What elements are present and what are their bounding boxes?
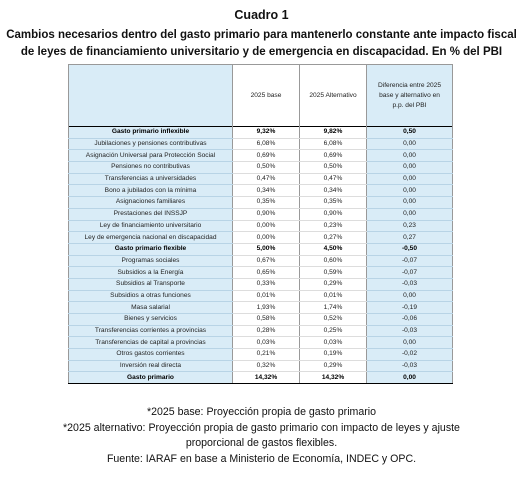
row-value-2025-base: 5,00% xyxy=(233,243,300,255)
row-label: Subsidios a la Energía xyxy=(69,267,233,279)
table-title-line-2: de leyes de financiamiento universitario y de emergencia en discapacidad. En % del PBI xyxy=(20,46,503,58)
row-value-2025-base: 6,08% xyxy=(233,138,300,150)
table-row xyxy=(69,278,453,290)
row-label: Ley de financiamiento universitario xyxy=(69,220,233,232)
table-caption-label: Cuadro 1 xyxy=(234,8,289,22)
row-value-diferencia: 0,00 xyxy=(367,372,453,384)
table-row xyxy=(69,232,453,244)
row-label: Ley de emergencia nacional en discapacidad xyxy=(69,232,233,244)
note-alternativo-line-1: *2025 alternativo: Proyección propia de gasto primario con impacto de leyes y ajuste xyxy=(63,421,460,434)
row-value-2025-alternativo: 0,19% xyxy=(300,349,367,361)
row-label: Bono a jubilados con la mínima xyxy=(69,185,233,197)
table-row xyxy=(69,220,453,232)
row-value-2025-base: 0,65% xyxy=(233,267,300,279)
table-row xyxy=(69,243,453,255)
table-title-line-1: Cambios necesarios dentro del gasto primario para mantenerlo constante ante impacto fiscal xyxy=(6,29,517,41)
header-diferencia: Diferencia entre 2025 base y alternativo en p.p. del PBI xyxy=(367,65,453,127)
row-value-diferencia: 0,50 xyxy=(367,127,453,139)
row-value-diferencia: -0,07 xyxy=(367,255,453,267)
row-value-2025-alternativo: 0,50% xyxy=(300,162,367,174)
row-value-2025-base: 0,03% xyxy=(233,337,300,349)
row-value-2025-alternativo: 0,69% xyxy=(300,150,367,162)
table-body xyxy=(69,127,453,384)
row-value-2025-alternativo: 0,60% xyxy=(300,255,367,267)
row-value-diferencia: -0,07 xyxy=(367,267,453,279)
row-value-2025-base: 14,32% xyxy=(233,372,300,384)
row-value-diferencia: 0,23 xyxy=(367,220,453,232)
row-label: Gasto primario xyxy=(69,372,233,384)
table-row xyxy=(69,185,453,197)
table-row xyxy=(69,290,453,302)
row-value-2025-alternativo: 0,25% xyxy=(300,325,367,337)
row-value-2025-base: 9,32% xyxy=(233,127,300,139)
row-value-2025-alternativo: 1,74% xyxy=(300,302,367,314)
table-row xyxy=(69,314,453,326)
row-value-2025-alternativo: 0,90% xyxy=(300,208,367,220)
row-value-2025-base: 0,00% xyxy=(233,232,300,244)
row-value-2025-base: 0,28% xyxy=(233,325,300,337)
table-row xyxy=(69,208,453,220)
row-value-diferencia: 0,00 xyxy=(367,150,453,162)
row-value-2025-base: 0,69% xyxy=(233,150,300,162)
row-label: Transferencias de capital a provincias xyxy=(69,337,233,349)
row-label: Otros gastos corrientes xyxy=(69,349,233,361)
row-value-2025-alternativo: 0,35% xyxy=(300,197,367,209)
table-row xyxy=(69,255,453,267)
table-row xyxy=(69,360,453,372)
row-value-diferencia: 0,00 xyxy=(367,185,453,197)
row-value-diferencia: 0,00 xyxy=(367,173,453,185)
table-row xyxy=(69,173,453,185)
row-value-diferencia: -0,03 xyxy=(367,360,453,372)
row-value-2025-base: 0,35% xyxy=(233,197,300,209)
row-label: Programas sociales xyxy=(69,255,233,267)
row-value-2025-alternativo: 0,03% xyxy=(300,337,367,349)
table-row xyxy=(69,349,453,361)
row-value-2025-base: 0,33% xyxy=(233,278,300,290)
row-value-diferencia: 0,00 xyxy=(367,337,453,349)
row-label: Gasto primario flexible xyxy=(69,243,233,255)
row-value-diferencia: -0,03 xyxy=(367,278,453,290)
row-value-2025-alternativo: 0,01% xyxy=(300,290,367,302)
row-value-2025-base: 1,93% xyxy=(233,302,300,314)
row-value-diferencia: -0,06 xyxy=(367,314,453,326)
row-label: Transferencias corrientes a provincias xyxy=(69,325,233,337)
row-label: Bienes y servicios xyxy=(69,314,233,326)
row-value-2025-alternativo: 9,82% xyxy=(300,127,367,139)
row-label: Subsidios a otras funciones xyxy=(69,290,233,302)
row-value-diferencia: 0,00 xyxy=(367,208,453,220)
spending-table xyxy=(68,64,453,384)
row-value-diferencia: 0,00 xyxy=(367,138,453,150)
table-row xyxy=(69,372,453,384)
header-2025-base: 2025 base xyxy=(233,65,300,127)
row-value-2025-alternativo: 0,34% xyxy=(300,185,367,197)
table-row xyxy=(69,150,453,162)
row-value-2025-alternativo: 0,59% xyxy=(300,267,367,279)
note-base: *2025 base: Proyección propia de gasto primario xyxy=(146,406,377,418)
row-value-diferencia: -0,50 xyxy=(367,243,453,255)
row-label: Gasto primario inflexible xyxy=(69,127,233,139)
row-value-2025-base: 0,90% xyxy=(233,208,300,220)
note-alternativo-line-2: proporcional de gastos flexibles. xyxy=(185,437,338,449)
row-value-2025-base: 0,32% xyxy=(233,360,300,372)
table-header-row xyxy=(69,65,453,127)
row-value-2025-base: 0,47% xyxy=(233,173,300,185)
row-label: Asignación Universal para Protección Social xyxy=(69,150,233,162)
row-label: Prestaciones del INSSJP xyxy=(69,208,233,220)
row-label: Subsidios al Transporte xyxy=(69,278,233,290)
row-value-diferencia: 0,00 xyxy=(367,290,453,302)
row-label: Asignaciones familiares xyxy=(69,197,233,209)
row-value-diferencia: -0,19 xyxy=(367,302,453,314)
row-value-2025-alternativo: 4,50% xyxy=(300,243,367,255)
row-label: Inversión real directa xyxy=(69,360,233,372)
row-value-2025-base: 0,00% xyxy=(233,220,300,232)
row-value-2025-alternativo: 0,52% xyxy=(300,314,367,326)
table-row xyxy=(69,267,453,279)
table-row xyxy=(69,127,453,139)
row-value-2025-alternativo: 6,08% xyxy=(300,138,367,150)
row-value-2025-alternativo: 0,47% xyxy=(300,173,367,185)
row-value-2025-base: 0,50% xyxy=(233,162,300,174)
source-note: Fuente: IARAF en base a Ministerio de Economía, INDEC y OPC. xyxy=(106,452,417,465)
row-value-diferencia: -0,03 xyxy=(367,325,453,337)
row-value-diferencia: 0,27 xyxy=(367,232,453,244)
row-value-2025-alternativo: 0,27% xyxy=(300,232,367,244)
row-value-diferencia: 0,00 xyxy=(367,197,453,209)
row-value-2025-base: 0,21% xyxy=(233,349,300,361)
table-row xyxy=(69,325,453,337)
table-row xyxy=(69,197,453,209)
header-label-cell xyxy=(69,65,233,127)
row-label: Jubilaciones y pensiones contributivas xyxy=(69,138,233,150)
header-2025-alternativo: 2025 Alternativo xyxy=(300,65,367,127)
table-row xyxy=(69,138,453,150)
table-notes xyxy=(0,405,523,467)
row-label: Transferencias a universidades xyxy=(69,173,233,185)
row-value-diferencia: 0,00 xyxy=(367,162,453,174)
row-value-2025-alternativo: 0,29% xyxy=(300,278,367,290)
table-row xyxy=(69,302,453,314)
row-value-2025-base: 0,67% xyxy=(233,255,300,267)
row-value-2025-base: 0,58% xyxy=(233,314,300,326)
table-title xyxy=(0,27,523,61)
table-row xyxy=(69,337,453,349)
row-value-2025-alternativo: 14,32% xyxy=(300,372,367,384)
row-value-2025-alternativo: 0,29% xyxy=(300,360,367,372)
row-value-2025-base: 0,01% xyxy=(233,290,300,302)
row-label: Pensiones no contributivas xyxy=(69,162,233,174)
row-value-diferencia: -0,02 xyxy=(367,349,453,361)
table-row xyxy=(69,162,453,174)
row-value-2025-alternativo: 0,23% xyxy=(300,220,367,232)
row-value-2025-base: 0,34% xyxy=(233,185,300,197)
row-label: Masa salarial xyxy=(69,302,233,314)
